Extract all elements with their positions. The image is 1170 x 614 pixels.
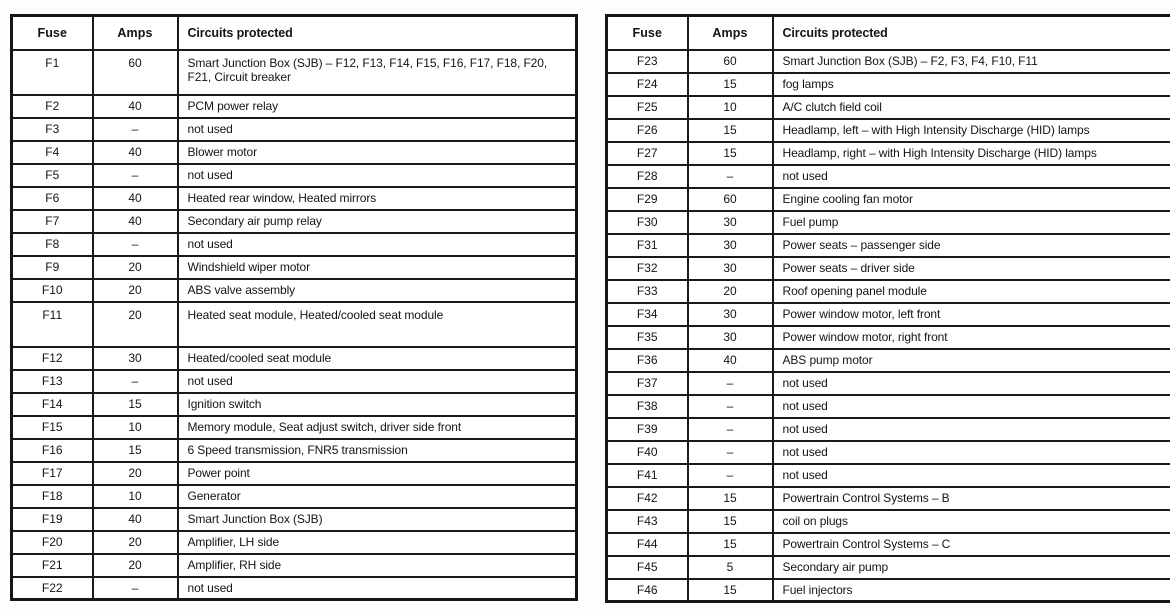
table-row [12, 95, 577, 118]
fuse-id-cell: F23 [607, 50, 688, 73]
circuits-column-header: Circuits protected [178, 16, 577, 50]
amps-cell: 30 [688, 211, 773, 234]
fuse-id-cell: F15 [12, 416, 93, 439]
fuse-id-cell: F22 [12, 577, 93, 600]
amps-cell: 40 [93, 95, 178, 118]
fuse-id-cell: F17 [12, 462, 93, 485]
amps-cell: 15 [688, 510, 773, 533]
table-row [607, 418, 1170, 441]
amps-cell: 20 [93, 279, 178, 302]
amps-cell: 40 [93, 508, 178, 531]
fuse-id-cell: F46 [607, 579, 688, 602]
circuit-cell: Smart Junction Box (SJB) – F12, F13, F14, F15, F16, F17, F18, F20, F21, Circuit breaker [178, 50, 577, 95]
circuit-cell: Amplifier, LH side [178, 531, 577, 554]
amps-cell: 15 [688, 142, 773, 165]
circuit-cell: Memory module, Seat adjust switch, driver side front [178, 416, 577, 439]
fuse-id-cell: F37 [607, 372, 688, 395]
circuit-cell: Fuel injectors [773, 579, 1170, 602]
table-row [607, 464, 1170, 487]
fuse-id-cell: F32 [607, 257, 688, 280]
circuit-cell: not used [773, 372, 1170, 395]
table-row [607, 50, 1170, 73]
amps-column-header: Amps [93, 16, 178, 50]
table-row [607, 510, 1170, 533]
table-row [12, 187, 577, 210]
fuse-id-cell: F30 [607, 211, 688, 234]
amps-cell: 30 [688, 326, 773, 349]
amps-cell: 20 [93, 302, 178, 347]
table-row [12, 256, 577, 279]
table-row [607, 165, 1170, 188]
fuse-id-cell: F25 [607, 96, 688, 119]
circuit-cell: Blower motor [178, 141, 577, 164]
amps-cell: – [93, 370, 178, 393]
circuit-cell: not used [773, 441, 1170, 464]
table-row [12, 370, 577, 393]
table-row [607, 349, 1170, 372]
table-row [607, 211, 1170, 234]
fuse-id-cell: F40 [607, 441, 688, 464]
table-row [12, 50, 577, 95]
fuse-id-cell: F10 [12, 279, 93, 302]
table-row [12, 210, 577, 233]
fuse-id-cell: F44 [607, 533, 688, 556]
table-row [12, 462, 577, 485]
fuse-id-cell: F6 [12, 187, 93, 210]
amps-cell: – [93, 577, 178, 600]
circuit-cell: not used [773, 418, 1170, 441]
table-row [12, 531, 577, 554]
amps-cell: – [688, 395, 773, 418]
fuse-id-cell: F7 [12, 210, 93, 233]
amps-cell: 20 [93, 256, 178, 279]
circuit-cell: A/C clutch field coil [773, 96, 1170, 119]
circuit-cell: coil on plugs [773, 510, 1170, 533]
table-row [12, 508, 577, 531]
table-row [12, 118, 577, 141]
circuit-cell: Engine cooling fan motor [773, 188, 1170, 211]
amps-cell: 15 [688, 73, 773, 96]
circuit-cell: Powertrain Control Systems – C [773, 533, 1170, 556]
amps-cell: 30 [93, 347, 178, 370]
amps-cell: 20 [688, 280, 773, 303]
fuse-id-cell: F36 [607, 349, 688, 372]
table-row [607, 487, 1170, 510]
table-row [607, 372, 1170, 395]
table-row [12, 485, 577, 508]
table-row [12, 347, 577, 370]
amps-cell: – [688, 441, 773, 464]
amps-cell: 10 [93, 485, 178, 508]
fuse-column-header: Fuse [12, 16, 93, 50]
amps-cell: – [93, 118, 178, 141]
amps-cell: 20 [93, 462, 178, 485]
circuit-cell: not used [178, 577, 577, 600]
circuit-cell: Roof opening panel module [773, 280, 1170, 303]
amps-column-header: Amps [688, 16, 773, 50]
amps-cell: 20 [93, 531, 178, 554]
table-row [12, 439, 577, 462]
fuse-id-cell: F35 [607, 326, 688, 349]
fuse-id-cell: F3 [12, 118, 93, 141]
table-row [12, 302, 577, 347]
fuse-id-cell: F16 [12, 439, 93, 462]
amps-cell: 15 [93, 393, 178, 416]
circuit-cell: Windshield wiper motor [178, 256, 577, 279]
header-row [607, 16, 1170, 50]
circuit-cell: Power point [178, 462, 577, 485]
circuit-cell: Headlamp, left – with High Intensity Discharge (HID) lamps [773, 119, 1170, 142]
table-row [12, 393, 577, 416]
table-row [12, 164, 577, 187]
amps-cell: 30 [688, 303, 773, 326]
amps-cell: – [688, 372, 773, 395]
circuit-cell: Headlamp, right – with High Intensity Discharge (HID) lamps [773, 142, 1170, 165]
fuse-id-cell: F39 [607, 418, 688, 441]
amps-cell: 30 [688, 234, 773, 257]
amps-cell: 60 [688, 188, 773, 211]
amps-cell: 15 [688, 533, 773, 556]
fuse-id-cell: F33 [607, 280, 688, 303]
amps-cell: 10 [688, 96, 773, 119]
circuit-cell: Power window motor, right front [773, 326, 1170, 349]
header-row [12, 16, 577, 50]
circuit-cell: PCM power relay [178, 95, 577, 118]
fuse-id-cell: F2 [12, 95, 93, 118]
fuse-id-cell: F18 [12, 485, 93, 508]
amps-cell: 40 [93, 141, 178, 164]
circuit-cell: Secondary air pump [773, 556, 1170, 579]
amps-cell: 20 [93, 554, 178, 577]
fuse-id-cell: F21 [12, 554, 93, 577]
fuse-id-cell: F11 [12, 302, 93, 347]
amps-cell: 15 [93, 439, 178, 462]
fuse-id-cell: F13 [12, 370, 93, 393]
amps-cell: 40 [93, 210, 178, 233]
circuit-cell: Smart Junction Box (SJB) – F2, F3, F4, F10, F11 [773, 50, 1170, 73]
table-row [12, 416, 577, 439]
fuse-column-header: Fuse [607, 16, 688, 50]
fuse-id-cell: F41 [607, 464, 688, 487]
fuse-id-cell: F42 [607, 487, 688, 510]
circuit-cell: ABS pump motor [773, 349, 1170, 372]
amps-cell: – [93, 233, 178, 256]
circuit-cell: Smart Junction Box (SJB) [178, 508, 577, 531]
amps-cell: – [688, 418, 773, 441]
circuit-cell: ABS valve assembly [178, 279, 577, 302]
fuse-id-cell: F24 [607, 73, 688, 96]
fuse-id-cell: F5 [12, 164, 93, 187]
circuit-cell: Power window motor, left front [773, 303, 1170, 326]
amps-cell: 15 [688, 579, 773, 602]
circuit-cell: Generator [178, 485, 577, 508]
amps-cell: 10 [93, 416, 178, 439]
fuse-id-cell: F1 [12, 50, 93, 95]
table-row [607, 188, 1170, 211]
fuse-id-cell: F12 [12, 347, 93, 370]
table-row [12, 577, 577, 600]
table-row [607, 257, 1170, 280]
fuse-id-cell: F4 [12, 141, 93, 164]
table-row [607, 395, 1170, 418]
circuit-cell: Fuel pump [773, 211, 1170, 234]
fuse-id-cell: F34 [607, 303, 688, 326]
table-row [607, 280, 1170, 303]
amps-cell: 5 [688, 556, 773, 579]
table-row [607, 533, 1170, 556]
fuse-id-cell: F31 [607, 234, 688, 257]
table-row [12, 141, 577, 164]
table-row [607, 556, 1170, 579]
table-row [607, 326, 1170, 349]
amps-cell: 30 [688, 257, 773, 280]
amps-cell: – [688, 165, 773, 188]
amps-cell: 15 [688, 119, 773, 142]
table-row [607, 96, 1170, 119]
circuit-cell: Powertrain Control Systems – B [773, 487, 1170, 510]
table-row [607, 73, 1170, 96]
circuit-cell: not used [178, 233, 577, 256]
table-row [12, 279, 577, 302]
table-row [607, 579, 1170, 602]
table-row [607, 441, 1170, 464]
amps-cell: 40 [93, 187, 178, 210]
circuit-cell: Power seats – passenger side [773, 234, 1170, 257]
fuse-id-cell: F29 [607, 188, 688, 211]
fuse-id-cell: F38 [607, 395, 688, 418]
circuit-cell: not used [773, 464, 1170, 487]
fuse-table-left [10, 14, 578, 601]
amps-cell: 40 [688, 349, 773, 372]
fuse-id-cell: F9 [12, 256, 93, 279]
circuit-cell: 6 Speed transmission, FNR5 transmission [178, 439, 577, 462]
circuit-cell: fog lamps [773, 73, 1170, 96]
circuit-cell: Amplifier, RH side [178, 554, 577, 577]
table-row [607, 303, 1170, 326]
table-row [607, 142, 1170, 165]
circuits-column-header: Circuits protected [773, 16, 1170, 50]
fuse-id-cell: F19 [12, 508, 93, 531]
fuse-id-cell: F43 [607, 510, 688, 533]
amps-cell: – [688, 464, 773, 487]
circuit-cell: Heated/cooled seat module [178, 347, 577, 370]
table-row [12, 554, 577, 577]
circuit-cell: not used [178, 118, 577, 141]
fuse-id-cell: F27 [607, 142, 688, 165]
amps-cell: – [93, 164, 178, 187]
fuse-id-cell: F28 [607, 165, 688, 188]
table-row [607, 234, 1170, 257]
circuit-cell: not used [178, 164, 577, 187]
fuse-id-cell: F14 [12, 393, 93, 416]
fuse-id-cell: F20 [12, 531, 93, 554]
circuit-cell: Heated rear window, Heated mirrors [178, 187, 577, 210]
table-row [607, 119, 1170, 142]
fuse-id-cell: F26 [607, 119, 688, 142]
fuse-table-right [605, 14, 1170, 603]
circuit-cell: Secondary air pump relay [178, 210, 577, 233]
circuit-cell: not used [178, 370, 577, 393]
fuse-id-cell: F8 [12, 233, 93, 256]
table-row [12, 233, 577, 256]
circuit-cell: Heated seat module, Heated/cooled seat module [178, 302, 577, 347]
amps-cell: 15 [688, 487, 773, 510]
amps-cell: 60 [93, 50, 178, 95]
circuit-cell: Power seats – driver side [773, 257, 1170, 280]
circuit-cell: not used [773, 395, 1170, 418]
amps-cell: 60 [688, 50, 773, 73]
circuit-cell: Ignition switch [178, 393, 577, 416]
fuse-id-cell: F45 [607, 556, 688, 579]
circuit-cell: not used [773, 165, 1170, 188]
